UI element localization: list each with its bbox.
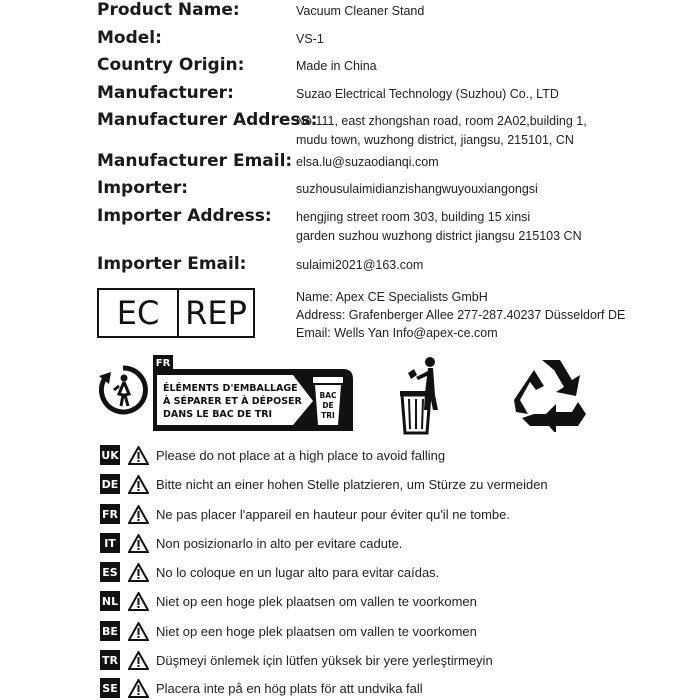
bin-label-3: TRI	[321, 411, 335, 420]
manufacturer-value: Suzao Electrical Technology (Suzhou) Co., LTD	[296, 87, 559, 101]
warning-text: Niet op een hoge plek plaatsen om vallen te voorkomen	[156, 593, 477, 609]
warning-row-tr	[100, 649, 493, 671]
country-origin-value: Made in China	[296, 59, 377, 73]
importer-email-label: Importer Email:	[97, 254, 247, 274]
importer-address-line2: garden suzhou wuzhong district jiangsu 215103 CN	[296, 229, 582, 243]
warning-text: Düşmeyi önlemek için lütfen yüksek bir yere yerleştirmeyin	[156, 652, 493, 668]
warning-triangle-icon	[128, 475, 149, 494]
warning-triangle-icon	[128, 622, 149, 641]
product-name-value: Vacuum Cleaner Stand	[296, 4, 425, 18]
country-code: SE	[100, 678, 120, 698]
bin-label-2: DE	[322, 401, 334, 410]
model-value: VS-1	[296, 32, 324, 46]
country-code: IT	[100, 533, 120, 553]
manufacturer-email-value: elsa.lu@suzaodianqi.com	[296, 155, 439, 169]
warning-row-de	[100, 473, 548, 495]
triman-line-2: À SÉPARER ET À DÉPOSER	[163, 396, 302, 407]
importer-label: Importer:	[97, 178, 189, 198]
warning-row-nl	[100, 590, 477, 612]
country-code: NL	[100, 591, 120, 611]
importer-email-value: sulaimi2021@163.com	[296, 258, 424, 272]
warning-row-es	[100, 561, 439, 583]
warning-triangle-icon	[128, 505, 149, 524]
importer-address-line1: hengjing street room 303, building 15 xinsi	[296, 210, 531, 224]
country-code: TR	[100, 650, 120, 670]
warning-text: Ne pas placer l'appareil en hauteur pour éviter qu'il ne tombe.	[156, 506, 511, 522]
ec-rep-ec: EC	[99, 290, 179, 336]
warning-row-be	[100, 620, 477, 642]
warning-text: Niet op een hoge plek plaatsen om vallen te voorkomen	[156, 623, 477, 639]
warning-row-fr	[100, 503, 510, 525]
model-label: Model:	[97, 28, 162, 48]
country-origin-label: Country Origin:	[97, 55, 245, 75]
warning-row-uk	[100, 444, 445, 466]
manufacturer-email-label: Manufacturer Email:	[97, 151, 293, 171]
country-code: FR	[100, 504, 120, 524]
ec-rep-rep: REP	[185, 294, 247, 332]
tidyman-icon	[400, 355, 442, 435]
warning-text: Placera inte på en hög plats för att undvika fall	[156, 680, 423, 696]
triman-line-1: ÉLÉMENTS D'EMBALLAGE	[163, 383, 298, 394]
warning-row-se	[100, 677, 423, 699]
triman-sorting-badge	[153, 355, 355, 431]
manufacturer-address-line2: mudu town, wuzhong district, jiangsu, 215101, CN	[296, 133, 574, 147]
country-code: UK	[100, 445, 120, 465]
warning-triangle-icon	[128, 679, 149, 698]
warning-triangle-icon	[128, 563, 149, 582]
recycle-icon	[512, 352, 592, 432]
importer-value: suzhousulaimidianzishangwuyouxiangongsi	[296, 182, 538, 196]
bin-label-1: BAC	[319, 391, 337, 400]
warning-triangle-icon	[128, 446, 149, 465]
product-name-label: Product Name:	[97, 0, 240, 20]
country-code: BE	[100, 621, 120, 641]
ec-rep-address: Address: Grafenberger Allee 277-287.40237 Düsseldorf DE	[296, 308, 626, 322]
warning-row-it	[100, 532, 402, 554]
manufacturer-address-line1: No.111, east zhongshan road, room 2A02,building 1,	[296, 114, 587, 128]
warning-text: No lo coloque en un lugar alto para evitar caídas.	[156, 564, 440, 580]
importer-address-label: Importer Address:	[97, 206, 272, 226]
ec-rep-email: Email: Wells Yan Info@apex-ce.com	[296, 326, 498, 340]
triman-icon	[97, 364, 149, 416]
warning-triangle-icon	[128, 534, 149, 553]
ec-rep-name: Name: Apex CE Specialists GmbH	[296, 290, 488, 304]
warning-text: Bitte nicht an einer hohen Stelle platzieren, um Stürze zu vermeiden	[156, 476, 548, 492]
manufacturer-label: Manufacturer:	[97, 83, 234, 103]
warning-triangle-icon	[128, 592, 149, 611]
triman-line-3: DANS LE BAC DE TRI	[163, 409, 273, 420]
triman-country: FR	[155, 358, 171, 369]
warning-text: Non posizionarlo in alto per evitare cadute.	[156, 535, 403, 551]
ec-rep-badge	[97, 288, 255, 338]
warning-text: Please do not place at a high place to avoid falling	[156, 447, 446, 463]
country-code: DE	[100, 474, 120, 494]
ec-rep-details	[296, 288, 625, 342]
manufacturer-address-label: Manufacturer Address:	[97, 110, 318, 130]
warning-triangle-icon	[128, 651, 149, 670]
country-code: ES	[100, 562, 120, 582]
